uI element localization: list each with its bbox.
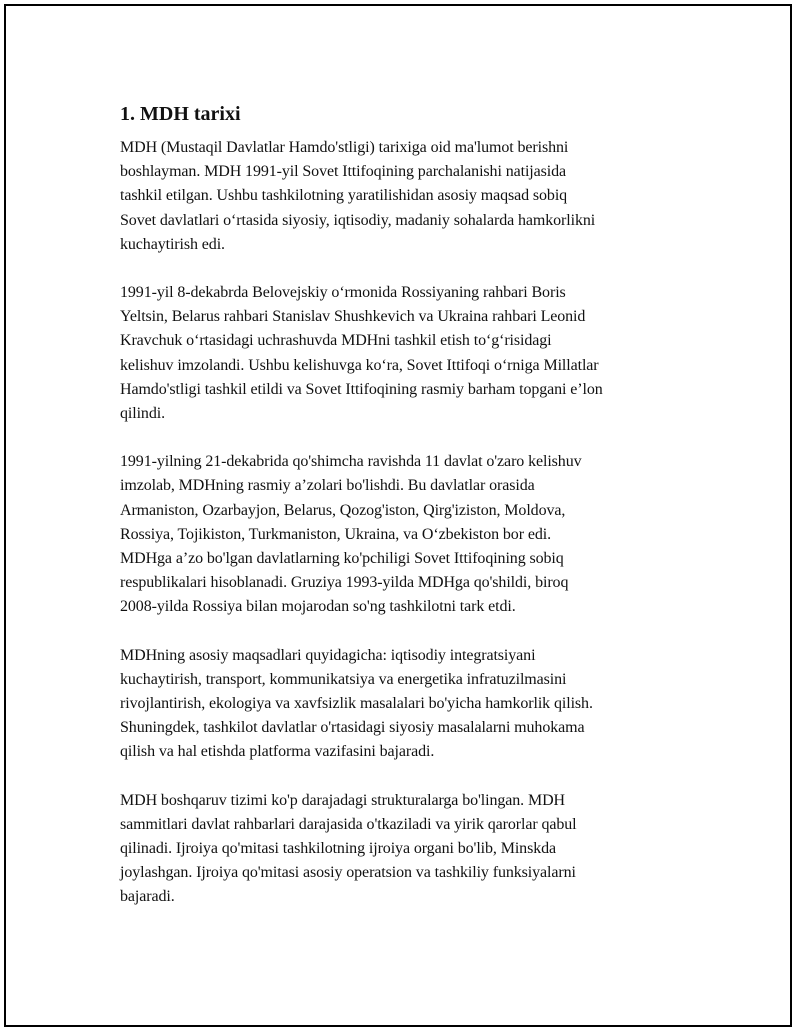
paragraph-2: 1991-yil 8-dekabrda Belovejskiy o‘rmonida Rossiyaning rahbari Boris Yeltsin, Belarus rahbari Stanislav Shushkevich va Ukraina rahbari Leonid Kravchuk o‘rtasidagi uchrashuvda MDHni tashkil etish to‘g‘risidagi kelishuv imzolandi. Ushbu kelishuvga ko‘ra, Sovet Ittifoqi o‘rniga Millatlar Hamdo'stligi tashkil etildi va Sovet Ittifoqining rasmiy barham topgani e’lon qilindi. [120,284,603,423]
page-frame [4,4,792,1027]
paragraph-4: MDHning asosiy maqsadlari quyidagicha: iqtisodiy integratsiyani kuchaytirish, transport, kommunikatsiya va energetika infratuzilmasini rivojlantirish, ekologiya va xavfsizlik masalalari bo'yicha hamkorlik qilish. Shuningdek, tashkilot davlatlar o'rtasidagi siyosiy masalalarni muhokama qilish va hal etishda platforma vazifasini bajaradi. [120,646,593,761]
paragraph-3: 1991-yilning 21-dekabrida qo'shimcha ravishda 11 davlat o'zaro kelishuv imzolab, MDHning rasmiy a’zolari bo'lishdi. Bu davlatlar orasida Armaniston, Ozarbayjon, Belarus, Qozog'iston, Qirg'iziston, Moldova, Rossiya, Tojikiston, Turkmaniston, Ukraina, va O‘zbekiston bor edi. MDHga a’zo bo'lgan davlatlarning ko'pchiligi Sovet Ittifoqining sobiq respublikalari hisoblanadi. Gruziya 1993-yilda MDHga qo'shildi, biroq 2008-yilda Rossiya bilan mojarodan so'ng tashkilotni tark etdi. [120,453,582,616]
paragraph-1: MDH (Mustaqil Davlatlar Hamdo'stligi) tarixiga oid ma'lumot berishni boshlayman. MDH 1991-yil Sovet Ittifoqining parchalanishi natijasida tashkil etilgan. Ushbu tashkilotning yaratilishidan asosiy maqsad sobiq Sovet davlatlari o‘rtasida siyosiy, iqtisodiy, madaniy sohalarda hamkorlikni kuchaytirish edi. [120,139,596,253]
document-body [120,102,700,934]
section-heading: 1. MDH tarixi [120,103,241,125]
paragraph-5: MDH boshqaruv tizimi ko'p darajadagi strukturalarga bo'lingan. MDH sammitlari davlat rahbarlari darajasida o'tkaziladi va yirik qarorlar qabul qilinadi. Ijroiya qo'mitasi tashkilotning ijroiya organi bo'lib, Minskda joylashgan. Ijroiya qo'mitasi asosiy operatsion va tashkiliy funksiyalarni bajaradi. [120,791,577,906]
